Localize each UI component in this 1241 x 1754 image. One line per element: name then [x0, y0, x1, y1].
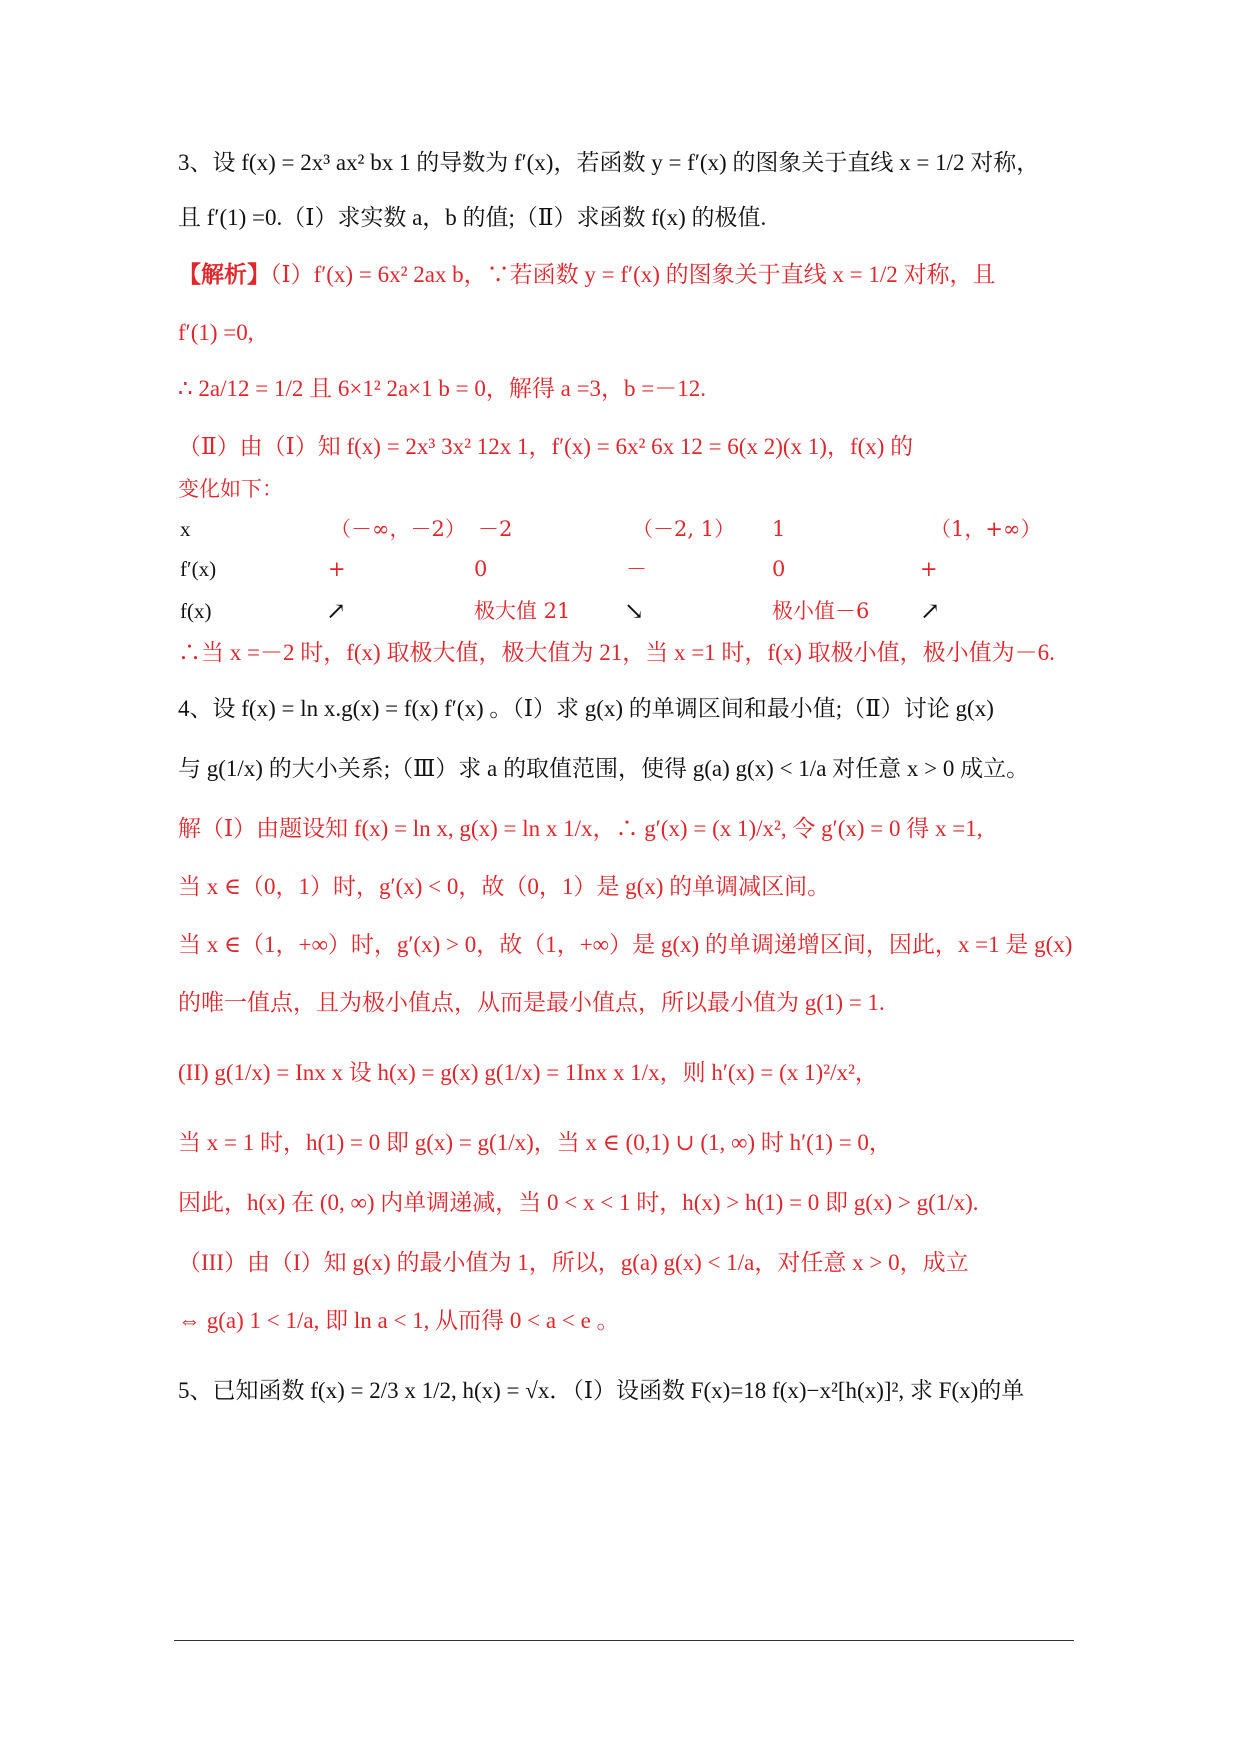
problem4-solution-line8: （III）由（I）知 g(x) 的最小值为 1，所以，g(a) g(x) < 1/a，对任意 x > 0，成立	[178, 1250, 969, 1275]
table-cell: 极大值 21	[474, 599, 571, 623]
problem4-question-line2: 与 g(1/x) 的大小关系;（Ⅲ）求 a 的取值范围，使得 g(a) g(x) < 1/a 对任意 x > 0 成立。	[178, 756, 1030, 781]
table-cell: 1	[772, 517, 786, 541]
table-cell: x	[180, 517, 191, 541]
problem4-solution-line5: (II) g(1/x) = Inx x 设 h(x) = g(x) g(1/x) = 1Inx x 1/x，则 h′(x) = (x 1)²/x²，	[178, 1060, 878, 1085]
increasing-arrow-icon: ↗	[326, 597, 347, 625]
problem5-question-line1: 5、已知函数 f(x) = 2/3 x 1/2, h(x) = √x．（Ⅰ）设函数 F(x)=18 f(x)−x²[h(x)]², 求 F(x)的单	[178, 1378, 1025, 1403]
problem3-conclusion: ∴当 x =－2 时，f(x) 取极大值，极大值为 21，当 x =1 时，f(x) 取极小值，极小值为－6.	[178, 640, 1055, 665]
table-cell: （1，+∞）	[930, 517, 1042, 541]
table-cell: －2	[478, 517, 513, 541]
problem3-solution-line2: f′(1) =0,	[178, 320, 254, 345]
table-cell: +	[920, 557, 938, 581]
table-cell: f′(x)	[180, 557, 217, 581]
table-cell: －	[626, 557, 647, 581]
problem4-solution-line9: ⇔ g(a) 1 < 1/a, 即 ln a < 1, 从而得 0 < a < e 。	[178, 1308, 620, 1333]
table-cell: 0	[474, 557, 488, 581]
increasing-arrow-icon: ↗	[920, 597, 941, 625]
problem4-question-line1: 4、设 f(x) = ln x.g(x) = f(x) f′(x) 。（Ⅰ）求 g(x) 的单调区间和最小值;（Ⅱ）讨论 g(x)	[178, 696, 994, 721]
table-cell: f(x)	[180, 599, 212, 623]
problem4-solution-line6: 当 x = 1 时，h(1) = 0 即 g(x) = g(1/x)，当 x ∈ (0,1) ∪ (1, ∞) 时 h′(1) = 0，	[178, 1130, 892, 1155]
page-bottom-rule	[174, 1640, 1074, 1641]
problem4-solution-line3: 当 x ∈（1，+∞）时，g′(x) > 0，故（1，+∞）是 g(x) 的单调递增区间，因此，x =1 是 g(x)	[178, 932, 1073, 957]
table-cell: +	[328, 557, 346, 581]
problem4-solution-line1: 解（Ⅰ）由题设知 f(x) = ln x, g(x) = ln x 1/x，∴ g′(x) = (x 1)/x², 令 g′(x) = 0 得 x =1,	[178, 816, 983, 841]
problem3-question-line1: 3、设 f(x) = 2x³ ax² bx 1 的导数为 f′(x)，若函数 y = f′(x) 的图象关于直线 x = 1/2 对称，	[178, 150, 1040, 175]
problem3-solution-line4: （Ⅱ）由（Ⅰ）知 f(x) = 2x³ 3x² 12x 1，f′(x) = 6x² 6x 12 = 6(x 2)(x 1)，f(x) 的	[178, 434, 914, 459]
problem4-solution-line7: 因此，h(x) 在 (0, ∞) 内单调递减，当 0 < x < 1 时，h(x) > h(1) = 0 即 g(x) > g(1/x).	[178, 1190, 979, 1215]
table-cell: （－2, 1）	[632, 517, 736, 541]
problem3-question-line2: 且 f′(1) =0.（Ⅰ）求实数 a，b 的值;（Ⅱ）求函数 f(x) 的极值.	[178, 205, 767, 230]
problem4-solution-line2: 当 x ∈（0，1）时，g′(x) < 0，故（0，1）是 g(x) 的单调减区间。	[178, 874, 831, 899]
table-cell: （－∞，－2）	[330, 517, 466, 541]
analysis-tag: 【解析】	[178, 262, 270, 287]
problem3-solution-line3: ∴ 2a/12 = 1/2 且 6×1² 2a×1 b = 0，解得 a =3，b =－12.	[178, 376, 707, 401]
problem4-solution-line4: 的唯一值点，且为极小值点，从而是最小值点，所以最小值为 g(1) = 1.	[178, 990, 885, 1015]
problem3-solution-line1	[178, 260, 1068, 290]
table-cell: 极小值－6	[772, 599, 870, 623]
problem3-solution-line5: 变化如下：	[178, 477, 283, 501]
problem3-solution-line1-text: （Ⅰ）f′(x) = 6x² 2ax b，∵若函数 y = f′(x) 的图象关于直线 x = 1/2 对称，且	[270, 262, 996, 287]
table-cell: 0	[772, 557, 786, 581]
decreasing-arrow-icon: ↘	[624, 597, 645, 625]
